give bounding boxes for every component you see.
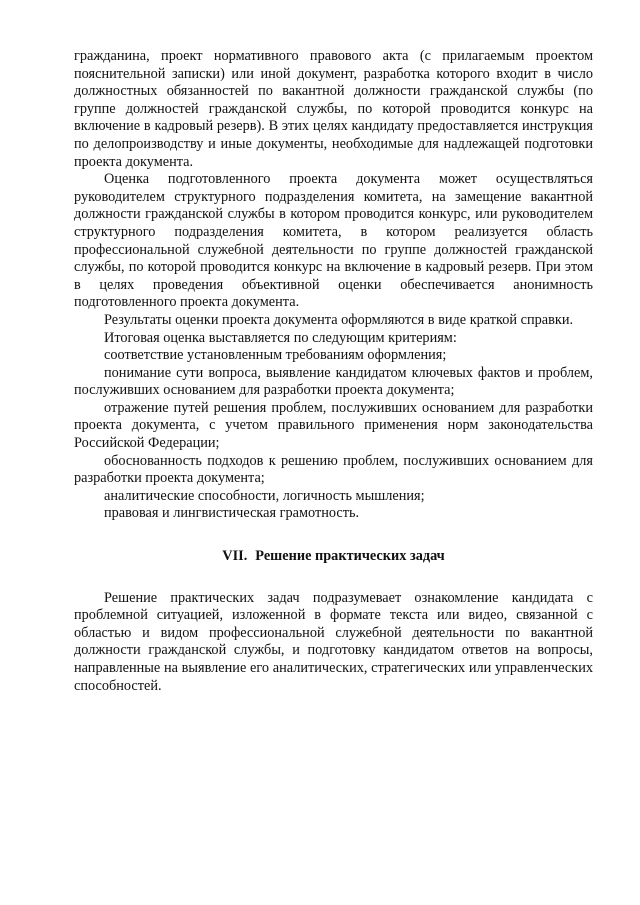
criterion-item: обоснованность подходов к решению проблем, послуживших основанием для разработки проекта документа; <box>74 452 593 487</box>
section-number: VII. <box>222 548 248 565</box>
paragraph: Результаты оценки проекта документа оформляются в виде краткой справки. <box>104 311 574 328</box>
paragraph: Итоговая оценка выставляется по следующим критериям: <box>104 329 457 346</box>
criterion-item: соответствие установленным требованиям оформления; <box>104 347 447 364</box>
section-heading <box>74 548 593 566</box>
paragraph: Решение практических задач подразумевает ознакомление кандидата с проблемной ситуацией, изложенной в формате текста или видео, связанной с областью и видом профессиональной служебной деятельности по вакантной должности гражданской службы, и подготовку кандидатом ответов на вопросы, направленные на выявление его аналитических, стратегических или управленческих способностей. <box>74 589 593 694</box>
paragraph: гражданина, проект нормативного правового акта (с прилагаемым проектом пояснительной записки) или иной документ, разработка которого входит в число должностных обязанностей по вакантной должности гражданской службы (по группе должностей гражданской службы, по которой проводится конкурс на включение в кадровый резерв). В этих целях кандидату предоставляется инструкция по делопроизводству и иные документы, необходимые для надлежащей подготовки проекта документа. <box>74 48 593 170</box>
criterion-item: понимание сути вопроса, выявление кандидатом ключевых фактов и проблем, послуживших основанием для разработки проекта документа; <box>74 364 593 399</box>
criterion-item: аналитические способности, логичность мышления; <box>104 487 425 504</box>
criterion-item: отражение путей решения проблем, послуживших основанием для разработки проекта документа, с учетом правильного применения норм законодательства Российской Федерации; <box>74 399 593 452</box>
document-page <box>74 48 593 695</box>
paragraph: Оценка подготовленного проекта документа может осуществляться руководителем структурного подразделения комитета, на замещение вакантной должности гражданской службы в котором проводится конкурс, или руководителем структурного подразделения комитета, в котором реализуется область профессиональной служебной деятельности по группе должностей гражданской службы, по которой проводится конкурс на включение в кадровый резерв. При этом в целях проведения объективной оценки обеспечивается анонимность подготовленного проекта документа. <box>74 171 593 311</box>
criterion-item: правовая и лингвистическая грамотность. <box>104 505 360 522</box>
section-title: Решение практических задач <box>255 548 445 565</box>
